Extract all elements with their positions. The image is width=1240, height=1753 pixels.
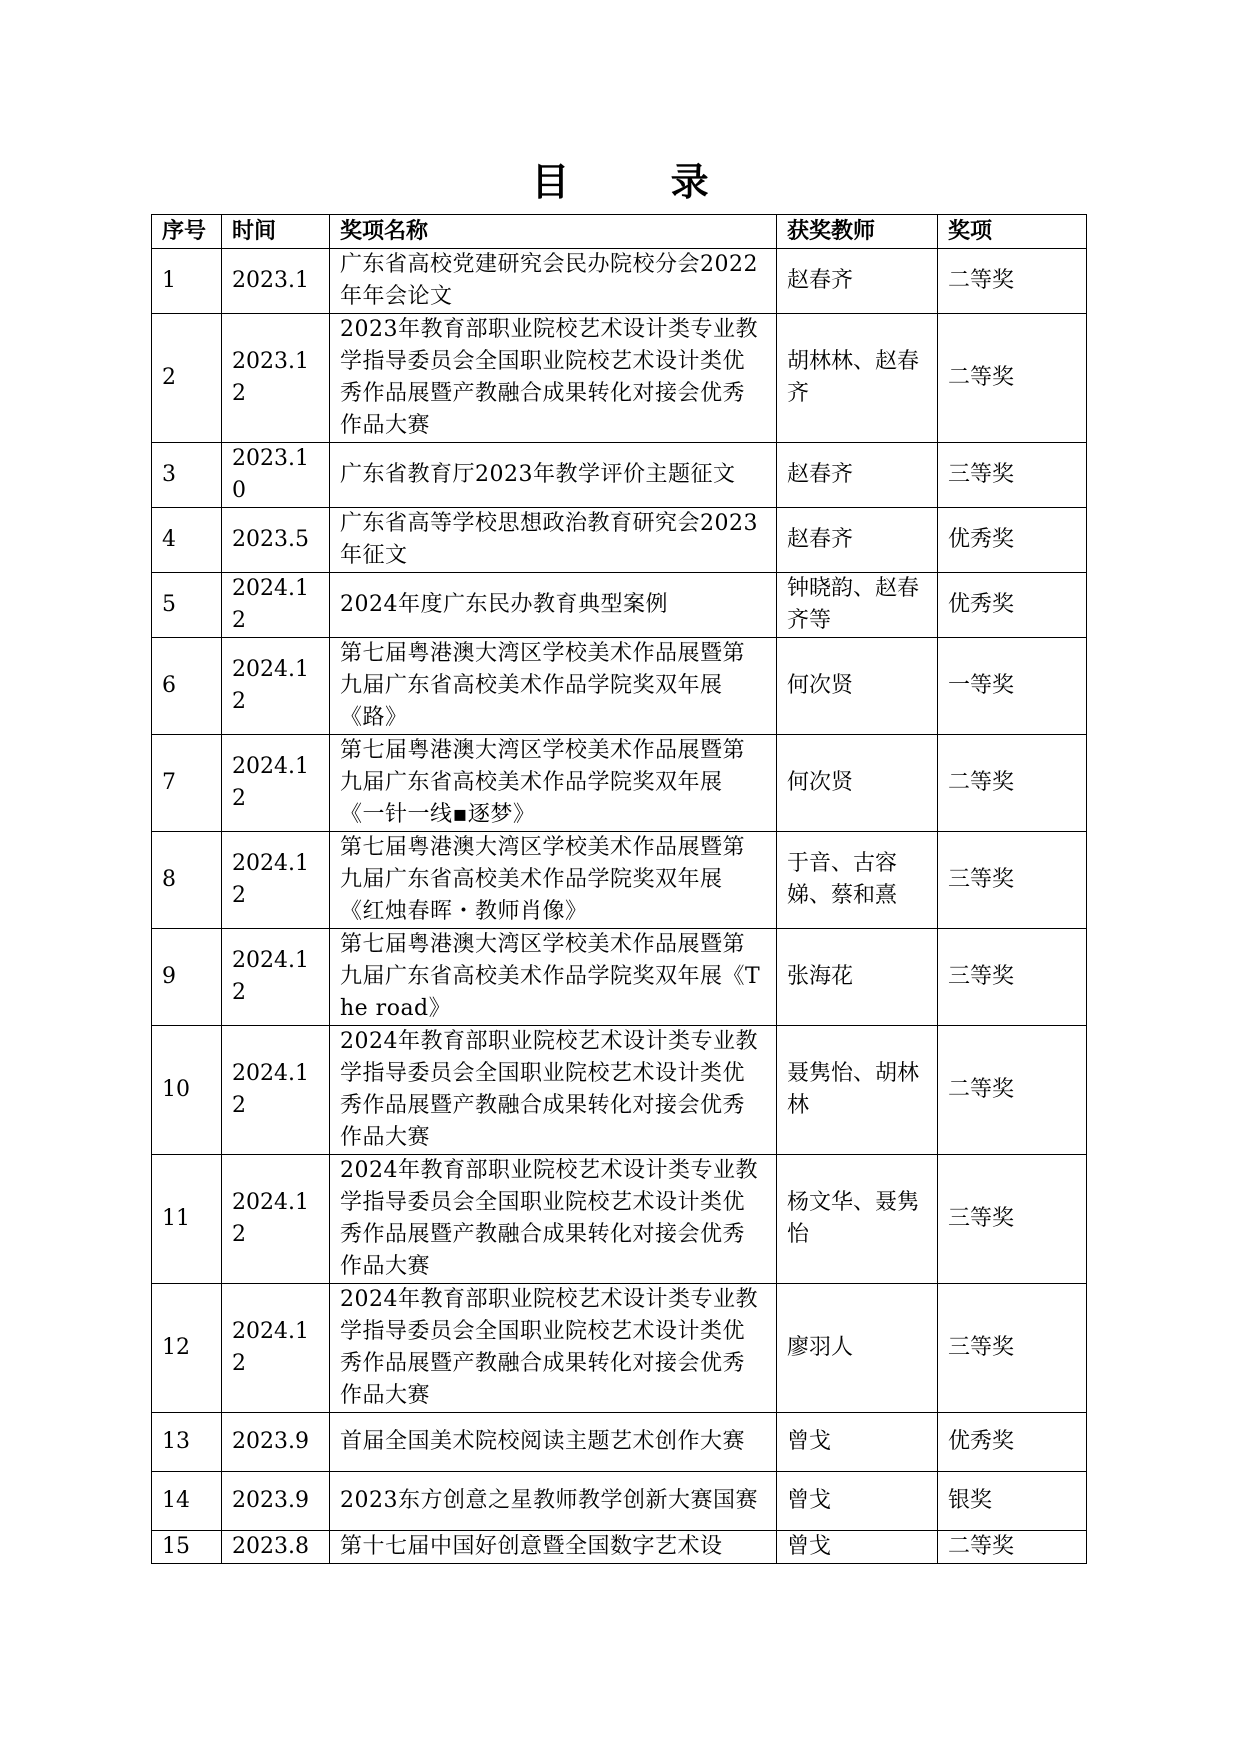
cell-award: 优秀奖 xyxy=(938,1413,1087,1472)
cell-name: 第七届粤港澳大湾区学校美术作品展暨第九届广东省高校美术作品学院奖双年展《红烛春晖・教师肖像》 xyxy=(330,832,777,929)
table-header-row xyxy=(152,215,1087,249)
cell-name: 第七届粤港澳大湾区学校美术作品展暨第九届广东省高校美术作品学院奖双年展《路》 xyxy=(330,638,777,735)
cell-no: 5 xyxy=(152,573,222,638)
cell-award: 优秀奖 xyxy=(938,508,1087,573)
table-row xyxy=(152,1531,1087,1564)
cell-no: 7 xyxy=(152,735,222,832)
cell-time: 2024.12 xyxy=(222,1026,330,1155)
cell-name: 第七届粤港澳大湾区学校美术作品展暨第九届广东省高校美术作品学院奖双年展《一针一线▪逐梦》 xyxy=(330,735,777,832)
cell-time: 2024.12 xyxy=(222,1155,330,1284)
cell-time: 2023.12 xyxy=(222,314,330,443)
table-row xyxy=(152,1413,1087,1472)
cell-name: 2023东方创意之星教师教学创新大赛国赛 xyxy=(330,1472,777,1531)
cell-time: 2023.9 xyxy=(222,1472,330,1531)
cell-name: 2024年教育部职业院校艺术设计类专业教学指导委员会全国职业院校艺术设计类优秀作品展暨产教融合成果转化对接会优秀作品大赛 xyxy=(330,1284,777,1413)
cell-teacher: 于音、古容娣、蔡和熹 xyxy=(777,832,938,929)
cell-teacher: 曾戈 xyxy=(777,1472,938,1531)
cell-award: 三等奖 xyxy=(938,929,1087,1026)
toc-table xyxy=(151,214,1087,1564)
cell-teacher: 曾戈 xyxy=(777,1531,938,1564)
header-time: 时间 xyxy=(222,215,330,249)
header-no: 序号 xyxy=(152,215,222,249)
cell-teacher: 何次贤 xyxy=(777,735,938,832)
table-row xyxy=(152,249,1087,314)
cell-no: 3 xyxy=(152,443,222,508)
cell-name: 2024年度广东民办教育典型案例 xyxy=(330,573,777,638)
cell-name: 广东省高校党建研究会民办院校分会2022年年会论文 xyxy=(330,249,777,314)
cell-time: 2024.12 xyxy=(222,638,330,735)
table-row xyxy=(152,1284,1087,1413)
cell-teacher: 杨文华、聂隽怡 xyxy=(777,1155,938,1284)
cell-no: 8 xyxy=(152,832,222,929)
cell-no: 11 xyxy=(152,1155,222,1284)
table-row xyxy=(152,735,1087,832)
cell-time: 2024.12 xyxy=(222,832,330,929)
cell-name: 广东省教育厅2023年教学评价主题征文 xyxy=(330,443,777,508)
cell-award: 二等奖 xyxy=(938,735,1087,832)
cell-time: 2023.8 xyxy=(222,1531,330,1564)
cell-time: 2023.5 xyxy=(222,508,330,573)
cell-name: 第七届粤港澳大湾区学校美术作品展暨第九届广东省高校美术作品学院奖双年展《The road》 xyxy=(330,929,777,1026)
cell-no: 13 xyxy=(152,1413,222,1472)
cell-teacher: 张海花 xyxy=(777,929,938,1026)
cell-award: 二等奖 xyxy=(938,249,1087,314)
cell-time: 2024.12 xyxy=(222,735,330,832)
cell-award: 三等奖 xyxy=(938,832,1087,929)
cell-award: 二等奖 xyxy=(938,1026,1087,1155)
cell-award: 优秀奖 xyxy=(938,573,1087,638)
table-row xyxy=(152,573,1087,638)
table-row xyxy=(152,1472,1087,1531)
cell-award: 三等奖 xyxy=(938,1284,1087,1413)
cell-teacher: 何次贤 xyxy=(777,638,938,735)
cell-teacher: 赵春齐 xyxy=(777,508,938,573)
table-row xyxy=(152,314,1087,443)
cell-teacher: 胡林林、赵春齐 xyxy=(777,314,938,443)
cell-teacher: 赵春齐 xyxy=(777,249,938,314)
cell-award: 银奖 xyxy=(938,1472,1087,1531)
cell-award: 三等奖 xyxy=(938,443,1087,508)
cell-time: 2024.12 xyxy=(222,1284,330,1413)
table-row xyxy=(152,638,1087,735)
table-row xyxy=(152,1026,1087,1155)
cell-award: 二等奖 xyxy=(938,1531,1087,1564)
cell-teacher: 赵春齐 xyxy=(777,443,938,508)
cell-name: 2024年教育部职业院校艺术设计类专业教学指导委员会全国职业院校艺术设计类优秀作品展暨产教融合成果转化对接会优秀作品大赛 xyxy=(330,1155,777,1284)
cell-name: 2024年教育部职业院校艺术设计类专业教学指导委员会全国职业院校艺术设计类优秀作品展暨产教融合成果转化对接会优秀作品大赛 xyxy=(330,1026,777,1155)
cell-teacher: 钟晓韵、赵春齐等 xyxy=(777,573,938,638)
cell-teacher: 廖羽人 xyxy=(777,1284,938,1413)
cell-no: 15 xyxy=(152,1531,222,1564)
cell-time: 2023.1 xyxy=(222,249,330,314)
cell-name: 2023年教育部职业院校艺术设计类专业教学指导委员会全国职业院校艺术设计类优秀作品展暨产教融合成果转化对接会优秀作品大赛 xyxy=(330,314,777,443)
cell-no: 12 xyxy=(152,1284,222,1413)
table-row xyxy=(152,508,1087,573)
cell-award: 一等奖 xyxy=(938,638,1087,735)
cell-no: 1 xyxy=(152,249,222,314)
table-row xyxy=(152,929,1087,1026)
cell-time: 2024.12 xyxy=(222,573,330,638)
cell-time: 2023.9 xyxy=(222,1413,330,1472)
cell-no: 6 xyxy=(152,638,222,735)
cell-no: 4 xyxy=(152,508,222,573)
cell-no: 10 xyxy=(152,1026,222,1155)
header-teacher: 获奖教师 xyxy=(777,215,938,249)
cell-time: 2023.10 xyxy=(222,443,330,508)
cell-name: 首届全国美术院校阅读主题艺术创作大赛 xyxy=(330,1413,777,1472)
table-row xyxy=(152,832,1087,929)
header-name: 奖项名称 xyxy=(330,215,777,249)
cell-award: 三等奖 xyxy=(938,1155,1087,1284)
cell-award: 二等奖 xyxy=(938,314,1087,443)
cell-name: 广东省高等学校思想政治教育研究会2023年征文 xyxy=(330,508,777,573)
cell-name: 第十七届中国好创意暨全国数字艺术设 xyxy=(330,1531,777,1564)
table-row xyxy=(152,443,1087,508)
header-award: 奖项 xyxy=(938,215,1087,249)
cell-teacher: 曾戈 xyxy=(777,1413,938,1472)
cell-time: 2024.12 xyxy=(222,929,330,1026)
page-title: 目 录 xyxy=(531,159,753,204)
cell-no: 9 xyxy=(152,929,222,1026)
cell-teacher: 聂隽怡、胡林林 xyxy=(777,1026,938,1155)
cell-no: 14 xyxy=(152,1472,222,1531)
table-row xyxy=(152,1155,1087,1284)
cell-no: 2 xyxy=(152,314,222,443)
